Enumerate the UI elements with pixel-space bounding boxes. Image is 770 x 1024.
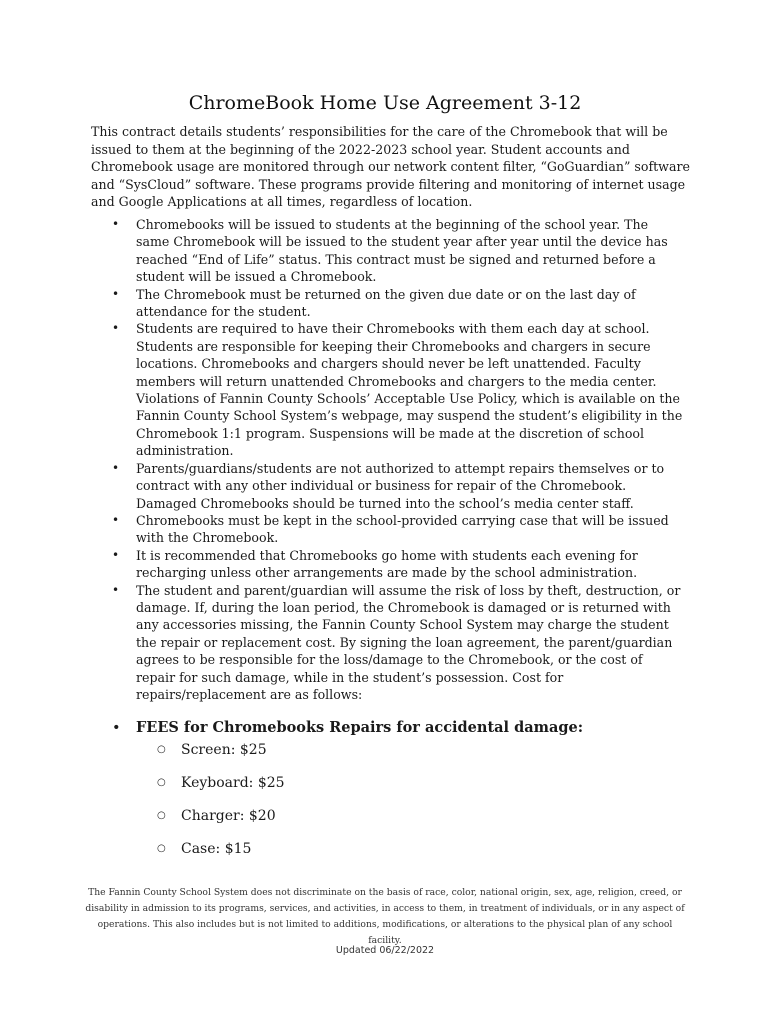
rule-item: • It is recommended that Chromebooks go home with students each evening for recharging unless other arrangements are made by the school administration. bbox=[91, 547, 683, 582]
rule-item: • Students are required to have their Chromebooks with them each day at school. Students are responsible for keeping their Chromebooks and chargers in secure locations. Chromebooks and chargers should never be left unattended. Faculty members will return unattended Chromebooks and chargers to the media center. Violations of Fannin County Schools’ Acceptable Use Policy, which is available on the Fannin County School System’s webpage, may suspend the student’s eligibility in the Chromebook 1:1 program. Suspensions will be made at the discretion of school administration. bbox=[91, 320, 683, 459]
rule-item: • The Chromebook must be returned on the given due date or on the last day of attendance for the student. bbox=[91, 286, 683, 321]
nondiscrimination-footer: The Fannin County School System does not discriminate on the basis of race, color, national origin, sex, age, religion, creed, or disability in admission to its programs, services, and activities, in access to them, in treatment of individuals, or in any aspect of operations. This also includes but is not limited to additions, modifications, or alterations to the physical plan of any school facility. bbox=[85, 887, 685, 946]
rule-item: • Chromebooks will be issued to students at the beginning of the school year. The same Chromebook will be issued to the student year after year until the device has reached “End of Life” status. This contract must be signed and returned before a student will be issued a Chromebook. bbox=[91, 216, 683, 286]
rule-item: • Parents/guardians/students are not authorized to attempt repairs themselves or to contract with any other individual or business for repair of the Chromebook. Damaged Chromebooks should be turned into the school’s media center staff. bbox=[91, 460, 683, 512]
updated-date: Updated 06/22/2022 bbox=[335, 945, 435, 956]
fee-item-keyboard: ○ Keyboard: $25 bbox=[91, 772, 691, 805]
fees-heading: • FEES for Chromebooks Repairs for accidental damage: bbox=[91, 717, 691, 739]
fee-list bbox=[91, 739, 691, 871]
rules-list bbox=[91, 216, 683, 703]
fee-item-screen: ○ Screen: $25 bbox=[91, 739, 691, 772]
intro-paragraph: This contract details students’ responsibilities for the care of the Chromebook that will be issued to them at the beginning of the 2022-2023 school year. Student accounts and Chromebook usage are monitored through our network content filter, “GoGuardian” software and “SysCloud” software. These programs provide filtering and monitoring of internet usage and Google Applications at all times, regardless of location. bbox=[91, 124, 690, 210]
rule-item: • The student and parent/guardian will assume the risk of loss by theft, destruction, or damage. If, during the loan period, the Chromebook is damaged or is returned with any accessories missing, the Fannin County School System may charge the student the repair or replacement cost. By signing the loan agreement, the parent/guardian agrees to be responsible for the loss/damage to the Chromebook, or the cost of repair for such damage, while in the student’s possession. Cost for repairs/replacement are as follows: bbox=[91, 582, 683, 704]
fee-item-charger: ○ Charger: $20 bbox=[91, 805, 691, 838]
fee-item-case: ○ Case: $15 bbox=[91, 838, 691, 871]
fees-section bbox=[91, 717, 691, 871]
page-title: ChromeBook Home Use Agreement 3-12 bbox=[188, 92, 582, 114]
rule-item: • Chromebooks must be kept in the school-provided carrying case that will be issued with the Chromebook. bbox=[91, 512, 683, 547]
